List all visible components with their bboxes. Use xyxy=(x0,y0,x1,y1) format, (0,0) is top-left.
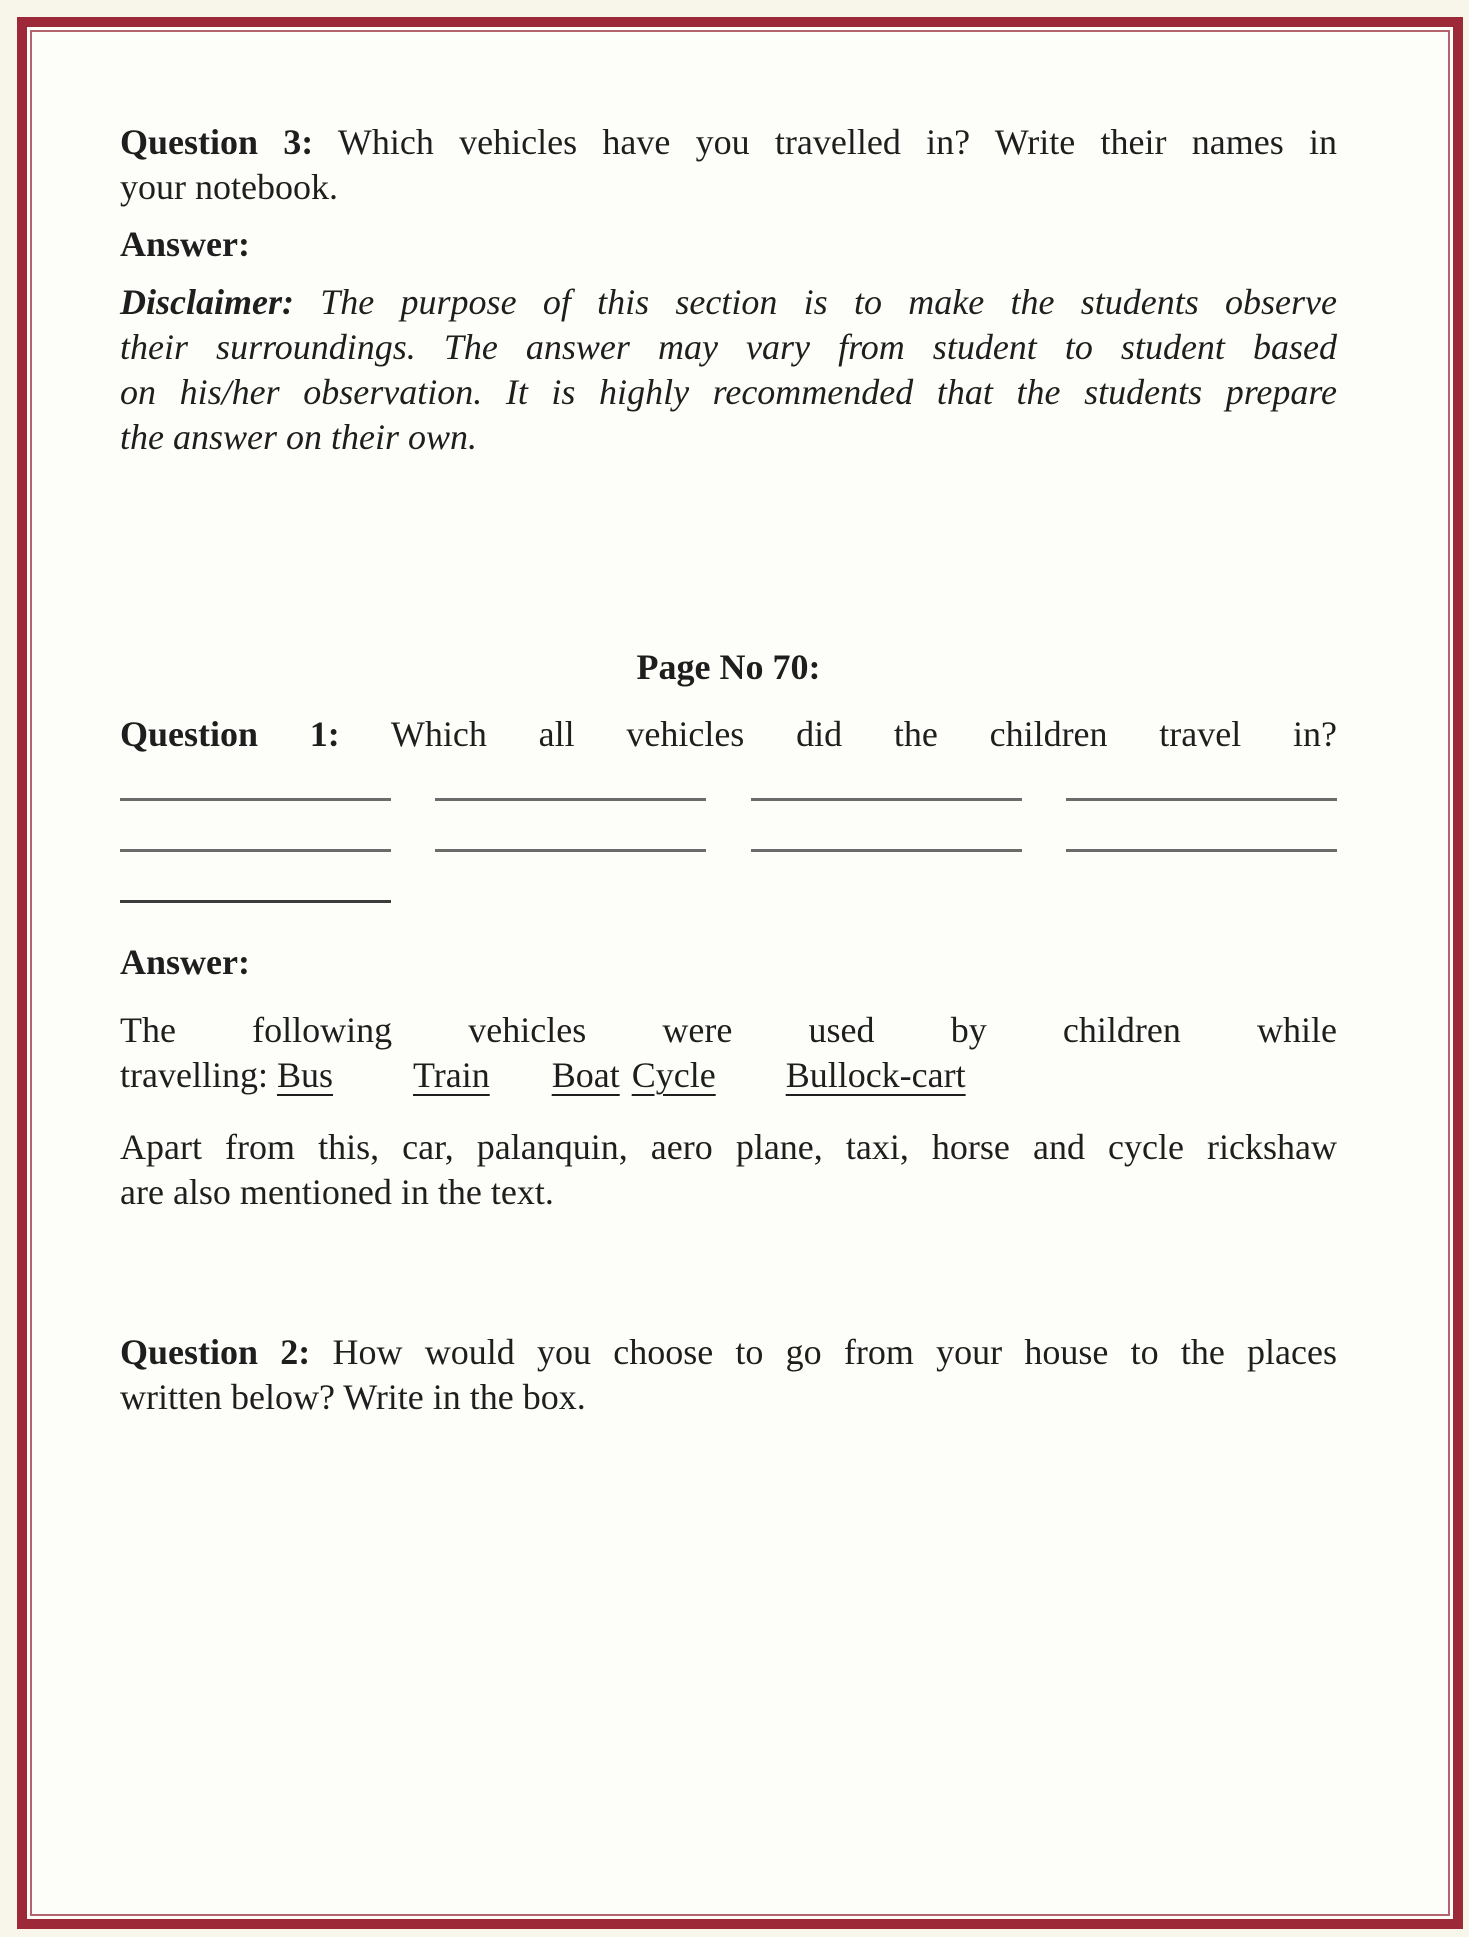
blank-line xyxy=(120,900,391,903)
page-border-inner-line xyxy=(30,30,1450,1916)
apart-line-2: are also mentioned in the text. xyxy=(120,1172,554,1212)
question-3-label: Question 3: xyxy=(120,122,314,162)
blank-line xyxy=(120,798,391,801)
answer-1-line-1: The following vehicles were used by children while xyxy=(120,1010,1337,1050)
question-2-paragraph xyxy=(120,1330,1337,1420)
blank-line-row-1 xyxy=(120,798,1337,801)
disclaimer-line-2: their surroundings. The answer may vary from student to student based xyxy=(120,327,1337,367)
vehicle-name-boat: Boat xyxy=(551,1055,620,1095)
page-border-frame xyxy=(17,17,1463,1929)
vehicle-name-bullock-cart: Bullock-cart xyxy=(785,1055,966,1095)
disclaimer-paragraph xyxy=(120,280,1337,460)
question-2-text: How would you choose to go from your house to the places xyxy=(310,1332,1337,1372)
question-3-line-1 xyxy=(120,120,1337,165)
question-1-line xyxy=(120,712,1337,757)
disclaimer-line-3: on his/her observation. It is highly recommended that the students prepare xyxy=(120,372,1337,412)
answer-1-paragraph xyxy=(120,1008,1337,1098)
apart-line-1: Apart from this, car, palanquin, aero plane, taxi, horse and cycle rickshaw xyxy=(120,1127,1337,1167)
question-3-paragraph xyxy=(120,120,1337,210)
question-2-label: Question 2: xyxy=(120,1332,311,1372)
question-1-text: Which all vehicles did the children travel in? xyxy=(339,714,1337,754)
answer-1-line-2 xyxy=(120,1053,1337,1098)
blank-line xyxy=(120,849,391,852)
blank-line-row-2 xyxy=(120,849,1337,852)
blank-lines-grid xyxy=(120,798,1337,903)
document-page xyxy=(32,32,1448,1914)
blank-line xyxy=(1066,849,1337,852)
disclaimer-line-1 xyxy=(120,280,1337,325)
disclaimer-label: Disclaimer: xyxy=(120,282,294,322)
vehicle-name-train: Train xyxy=(413,1055,490,1095)
answer-label-2: Answer: xyxy=(120,942,250,982)
vehicle-name-bus: Bus xyxy=(276,1055,333,1095)
blank-line xyxy=(1066,798,1337,801)
blank-line xyxy=(751,849,1022,852)
travelling-prefix: travelling: xyxy=(120,1055,277,1095)
blank-line-row-3 xyxy=(120,900,1337,903)
question-2-line-1 xyxy=(120,1330,1337,1375)
question-3-text: Which vehicles have you travelled in? Write their names in xyxy=(313,122,1337,162)
apart-paragraph xyxy=(120,1125,1337,1215)
page-heading: Page No 70: xyxy=(636,647,821,687)
blank-line xyxy=(435,849,706,852)
question-2-line-2: written below? Write in the box. xyxy=(120,1377,586,1417)
answer-label-1: Answer: xyxy=(120,224,250,264)
question-1-label: Question 1: xyxy=(120,714,340,754)
disclaimer-line-4: the answer on their own. xyxy=(120,417,477,457)
blank-line xyxy=(751,798,1022,801)
disclaimer-text-1: The purpose of this section is to make the students observe xyxy=(293,282,1337,322)
vehicle-name-cycle: Cycle xyxy=(631,1055,716,1095)
question-3-line-2: your notebook. xyxy=(120,167,338,207)
blank-line xyxy=(435,798,706,801)
